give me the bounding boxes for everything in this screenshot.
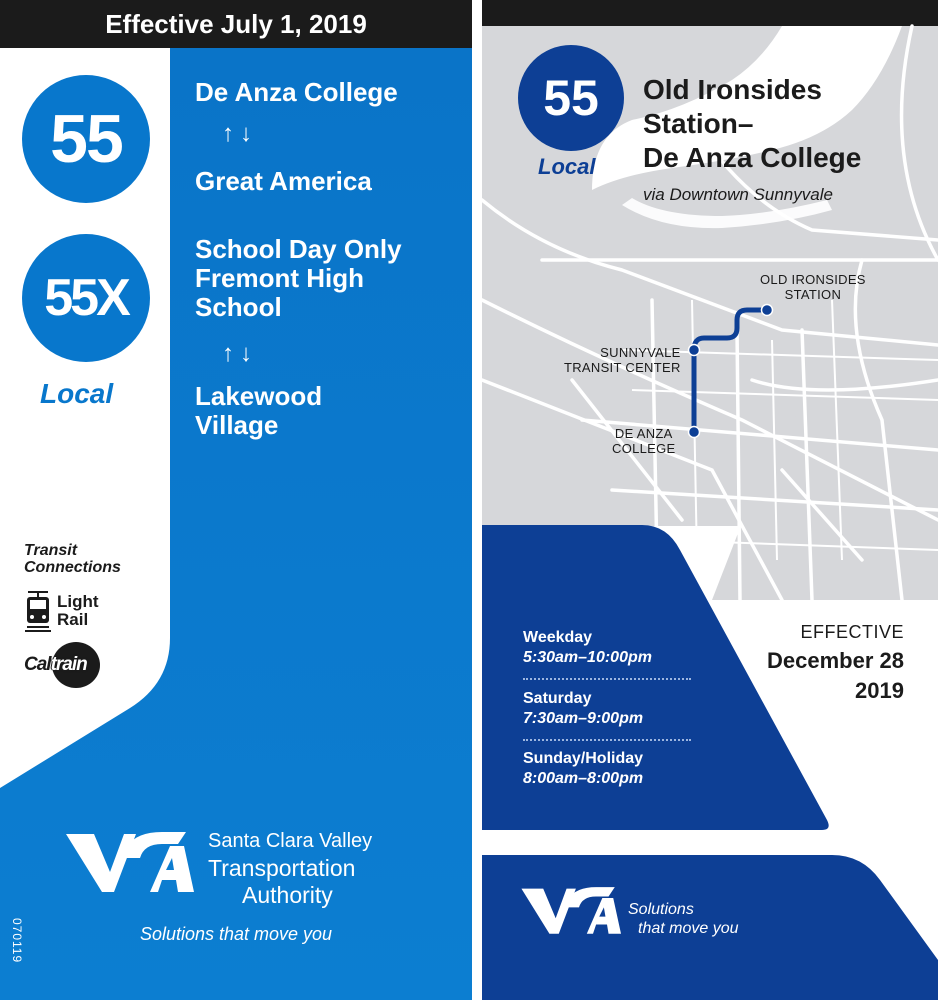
stop-de-anza — [612, 426, 676, 456]
agency-line: Transportation — [208, 855, 356, 881]
caltrain-logo — [22, 642, 108, 688]
route-55-badge: 55 — [518, 45, 624, 151]
hours-day: Saturday — [523, 690, 592, 707]
hours-saturday — [523, 689, 691, 729]
label-line: Light — [57, 592, 99, 611]
effective-date: Effective July 1, 2019 — [105, 9, 367, 39]
tagline-line: that move you — [638, 920, 739, 937]
vta-logo — [518, 884, 626, 940]
stop-line: STATION — [784, 287, 842, 302]
caltrain-suffix: train — [50, 654, 87, 675]
destination-de-anza: De Anza College — [195, 77, 398, 107]
title-line: De Anza College — [643, 142, 862, 173]
print-code: 070119 — [10, 918, 24, 964]
local-label: Local — [538, 154, 596, 179]
route-55x-badge: 55X — [22, 234, 150, 362]
destination-fremont-high — [195, 235, 455, 322]
route-title — [643, 73, 923, 175]
destination-lakewood — [195, 382, 395, 440]
dest-line: School Day Only — [195, 234, 402, 264]
light-rail-icon — [24, 590, 52, 632]
stop-sunnyvale — [564, 345, 681, 375]
label-line: Rail — [57, 610, 89, 629]
dest-line: Lakewood — [195, 381, 323, 411]
effective-label: EFFECTIVE — [800, 622, 904, 642]
up-down-arrows-icon: ↑↓ — [222, 120, 258, 147]
agency-name — [208, 828, 372, 909]
stop-line: OLD IRONSIDES — [760, 272, 866, 287]
local-label: Local — [40, 378, 114, 409]
caltrain-wordmark — [24, 654, 87, 676]
stop-line: COLLEGE — [612, 441, 676, 456]
up-down-arrows-icon: ↑↓ — [222, 340, 258, 367]
agency-line: Santa Clara Valley — [208, 830, 373, 852]
hours-sunday — [523, 749, 691, 789]
tagline: Solutions that move you — [139, 924, 333, 944]
stop-line: DE ANZA — [614, 426, 673, 441]
light-rail-label — [57, 593, 117, 629]
hours-time: 5:30am–10:00pm — [523, 649, 652, 666]
title-line: Station– — [643, 108, 754, 139]
transit-connections-heading — [24, 542, 121, 576]
hours-day: Sunday/Holiday — [523, 750, 644, 767]
hours-time: 8:00am–8:00pm — [523, 770, 644, 787]
tagline-line: Solutions — [628, 901, 694, 918]
heading-line: Connections — [24, 559, 121, 576]
route-55-badge: 55 — [22, 75, 150, 203]
stop-old-ironsides — [760, 272, 866, 302]
route-via: via Downtown Sunnyvale — [643, 185, 833, 204]
date-line: December 28 — [767, 648, 904, 673]
stop-line: TRANSIT CENTER — [564, 360, 681, 375]
hours-divider — [523, 739, 691, 741]
hours-weekday — [523, 628, 691, 668]
effective-date — [732, 646, 904, 706]
dest-line: Village — [195, 410, 279, 440]
hours-divider — [523, 678, 691, 680]
stop-line: SUNNYVALE — [600, 345, 681, 360]
dest-line: School — [195, 292, 282, 322]
hours-day: Weekday — [523, 629, 593, 646]
right-panel — [482, 0, 938, 1000]
heading-line: Transit — [24, 542, 78, 559]
title-line: Old Ironsides — [643, 74, 822, 105]
vta-logo — [66, 828, 196, 900]
agency-line: Authority — [242, 882, 333, 908]
hours-time: 7:30am–9:00pm — [523, 710, 644, 727]
dest-line: Fremont High — [195, 263, 364, 293]
caltrain-prefix: Cal — [24, 654, 51, 675]
destination-great-america: Great America — [195, 166, 372, 196]
tagline — [628, 900, 739, 938]
date-line: 2019 — [855, 678, 904, 703]
